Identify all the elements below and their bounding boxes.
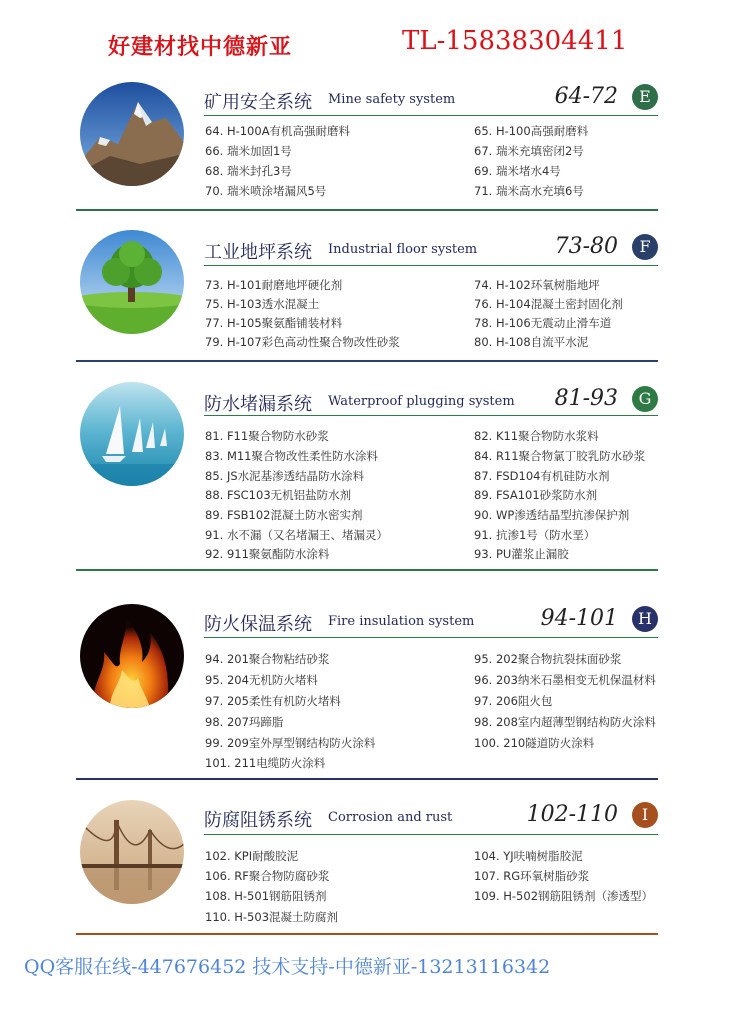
section-range: 94-101 [540, 606, 618, 631]
list-item: 104. YJ呋喃树脂胶泥 [474, 849, 583, 863]
sailboat-image [80, 382, 184, 486]
list-item: 91. 抗渗1号（防水垩） [474, 528, 596, 542]
section-title-en: Industrial floor system [328, 242, 478, 257]
list-item: 100. 210隧道防火涂料 [474, 736, 595, 750]
list-item: 95. 204无机防火堵料 [205, 673, 318, 687]
list-item: 107. RG环氧树脂砂浆 [474, 869, 590, 883]
section-badge: F [632, 234, 658, 260]
section-title-zh: 工业地坪系统 [204, 242, 312, 263]
list-item: 98. 207玛蹄脂 [205, 715, 284, 729]
list-item: 84. R11聚合物氯丁胶乳防水砂浆 [474, 449, 646, 463]
section-title-en: Mine safety system [328, 92, 456, 107]
list-item: 89. FSB102混凝土防水密实剂 [205, 508, 363, 522]
section-title-zh: 防火保温系统 [204, 614, 312, 635]
list-item: 87. FSD104有机硅防水剂 [474, 469, 610, 483]
section-badge: G [632, 386, 658, 412]
list-item: 69. 瑞米堵水4号 [474, 164, 561, 178]
list-item: 64. H-100A有机高强耐磨料 [205, 124, 351, 138]
section-badge: I [632, 802, 658, 828]
list-item: 108. H-501钢筋阻锈剂 [205, 889, 327, 903]
list-item: 95. 202聚合物抗裂抹面砂浆 [474, 652, 622, 666]
list-item: 76. H-104混凝土密封固化剂 [474, 297, 623, 311]
list-item: 66. 瑞米加固1号 [205, 144, 292, 158]
list-item: 67. 瑞米充填密闭2号 [474, 144, 584, 158]
section-title-row [204, 802, 658, 832]
list-item: 89. FSA101砂浆防水剂 [474, 488, 598, 502]
list-item: 74. H-102环氧树脂地坪 [474, 278, 600, 292]
section-title-zh: 防腐阻锈系统 [204, 810, 312, 831]
section-divider [76, 209, 658, 211]
list-item: 109. H-502钢筋阻锈剂（渗透型） [474, 889, 654, 903]
section-title-divider [204, 834, 658, 835]
section-title-divider [204, 115, 658, 116]
list-item: 88. FSC103无机铝盐防水剂 [205, 488, 352, 502]
list-item: 92. 911聚氨酯防水涂料 [205, 547, 330, 561]
footer-contact: QQ客服在线-447676452 技术支持-中德新亚-13213116342 [24, 956, 551, 978]
header-phone: TL-15838304411 [402, 26, 628, 56]
list-item: 93. PU灌浆止漏胶 [474, 547, 569, 561]
section-title-en: Fire insulation system [328, 614, 475, 629]
section-badge: H [632, 606, 658, 632]
list-item: 78. H-106无震动止滑车道 [474, 316, 612, 330]
header-slogan: 好建材找中德新亚 [108, 34, 293, 60]
list-item: 110. H-503混凝土防腐剂 [205, 910, 339, 924]
list-item: 96. 203纳米石墨相变无机保温材料 [474, 673, 656, 687]
list-item: 82. K11聚合物防水浆料 [474, 429, 599, 443]
section-title-row [204, 606, 658, 636]
section-divider [76, 778, 658, 780]
section-divider [76, 569, 658, 571]
list-item: 70. 瑞米喷涂堵漏风5号 [205, 184, 327, 198]
list-item: 83. M11聚合物改性柔性防水涂料 [205, 449, 378, 463]
tree-image [80, 230, 184, 334]
header [0, 26, 749, 62]
list-item: 106. RF聚合物防腐砂浆 [205, 869, 330, 883]
section-title-row [204, 386, 658, 416]
section-range: 102-110 [526, 802, 618, 827]
list-item: 68. 瑞米封孔3号 [205, 164, 292, 178]
list-item: 71. 瑞米高水充填6号 [474, 184, 584, 198]
bridge-image [80, 800, 184, 904]
section-title-zh: 矿用安全系统 [204, 92, 312, 113]
section-range: 73-80 [554, 234, 618, 259]
list-item: 91. 水不漏（又名堵漏王、堵漏灵） [205, 528, 388, 542]
section-title-divider [204, 637, 658, 638]
section-title-row [204, 234, 658, 264]
section-divider [76, 933, 658, 935]
list-item: 99. 209室外厚型钢结构防火涂料 [205, 736, 376, 750]
list-item: 101. 211电缆防火涂料 [205, 756, 326, 770]
list-item: 75. H-103透水混凝土 [205, 297, 320, 311]
list-item: 85. JS水泥基渗透结晶防水涂料 [205, 469, 365, 483]
list-item: 97. 205柔性有机防火堵料 [205, 694, 341, 708]
list-item: 90. WP渗透结晶型抗渗保护剂 [474, 508, 630, 522]
section-title-row [204, 84, 658, 114]
list-item: 97. 206阻火包 [474, 694, 553, 708]
section-range: 64-72 [554, 84, 618, 109]
mountain-image [80, 82, 184, 186]
section-title-divider [204, 415, 658, 416]
list-item: 80. H-108自流平水泥 [474, 335, 589, 349]
list-item: 77. H-105聚氨酯铺装材料 [205, 316, 343, 330]
section-title-zh: 防水堵漏系统 [204, 394, 312, 415]
list-item: 94. 201聚合物粘结砂浆 [205, 652, 330, 666]
list-item: 79. H-107彩色高动性聚合物改性砂浆 [205, 335, 400, 349]
list-item: 65. H-100高强耐磨料 [474, 124, 589, 138]
list-item: 81. F11聚合物防水砂浆 [205, 429, 329, 443]
list-item: 98. 208室内超薄型钢结构防火涂料 [474, 715, 656, 729]
list-item: 102. KPI耐酸胶泥 [205, 849, 299, 863]
fire-image [80, 604, 184, 708]
section-title-en: Waterproof plugging system [328, 394, 515, 409]
section-title-en: Corrosion and rust [328, 810, 453, 825]
section-title-divider [204, 265, 658, 266]
list-item: 73. H-101耐磨地坪硬化剂 [205, 278, 343, 292]
section-divider [76, 360, 658, 362]
section-badge: E [632, 84, 658, 110]
section-range: 81-93 [554, 386, 618, 411]
